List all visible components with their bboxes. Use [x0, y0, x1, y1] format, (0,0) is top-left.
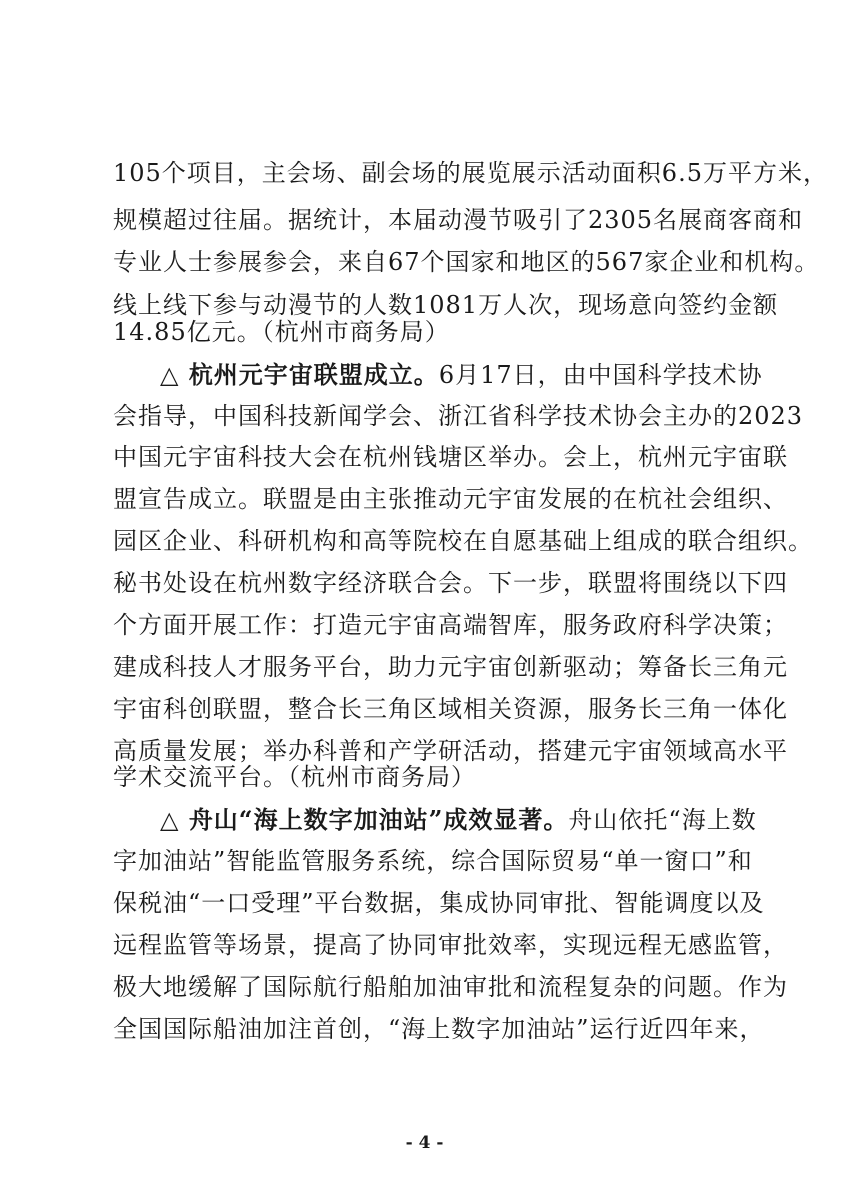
text-line-7: 会指导，中国科技新闻学会、浙江省科学技术协会主办的2023 — [113, 402, 804, 430]
text-line-19: 保税油“一口受理”平台数据，集成协同审批、智能调度以及 — [113, 889, 765, 917]
text-line-5: 14.85亿元。（杭州市商务局） — [113, 318, 450, 346]
section-heading: △ 杭州元宇宙联盟成立。 — [160, 360, 439, 389]
heading-zhoushan-fuel-station: △ 舟山“海上数字加油站”成效显著。舟山依托“海上数 — [160, 805, 757, 834]
text-line-1: 105个项目，主会场、副会场的展览展示活动面积6.5万平方米， — [113, 159, 828, 187]
page-number: - 4 - — [405, 1133, 444, 1153]
text-line-9: 盟宣告成立。联盟是由主张推动元宇宙发展的在杭社会组织、 — [113, 485, 788, 513]
heading-hangzhou-metaverse: △ 杭州元宇宙联盟成立。6月17日，由中国科学技术协 — [160, 360, 763, 389]
text-line-13: 建成科技人才服务平台，助力元宇宙创新驱动；筹备长三角元 — [113, 653, 788, 681]
text-line-11: 秘书处设在杭州数字经济联合会。下一步，联盟将围绕以下四 — [113, 569, 788, 597]
text-line-12: 个方面开展工作：打造元宇宙高端智库，服务政府科学决策； — [113, 611, 788, 639]
text-line-3: 专业人士参展参会，来自67个国家和地区的567家企业和机构。 — [113, 248, 820, 276]
text-line-20: 远程监管等场景，提高了协同审批效率，实现远程无感监管， — [113, 931, 788, 959]
text-line-14: 宇宙科创联盟，整合长三角区域相关资源，服务长三角一体化 — [113, 695, 788, 723]
text-line-15: 高质量发展；举办科普和产学研活动，搭建元宇宙领域高水平 — [113, 737, 788, 765]
section-heading: △ 舟山“海上数字加油站”成效显著。 — [160, 805, 569, 834]
text-line-21: 极大地缓解了国际航行船舶加油审批和流程复杂的问题。作为 — [113, 973, 788, 1001]
text-line-16: 学术交流平台。（杭州市商务局） — [113, 763, 476, 791]
text-line-18: 字加油站”智能监管服务系统，综合国际贸易“单一窗口”和 — [113, 847, 753, 875]
text-line-4: 线上线下参与动漫节的人数1081万人次，现场意向签约金额 — [113, 291, 779, 319]
text-line-22: 全国国际船油加注首创，“海上数字加油站”运行近四年来， — [113, 1015, 765, 1043]
text-line-8: 中国元宇宙科技大会在杭州钱塘区举办。会上，杭州元宇宙联 — [113, 443, 788, 471]
text-line-10: 园区企业、科研机构和高等院校在自愿基础上组成的联合组织。 — [113, 527, 813, 555]
text-line-2: 规模超过往届。据统计，本届动漫节吸引了2305名展商客商和 — [113, 206, 804, 234]
